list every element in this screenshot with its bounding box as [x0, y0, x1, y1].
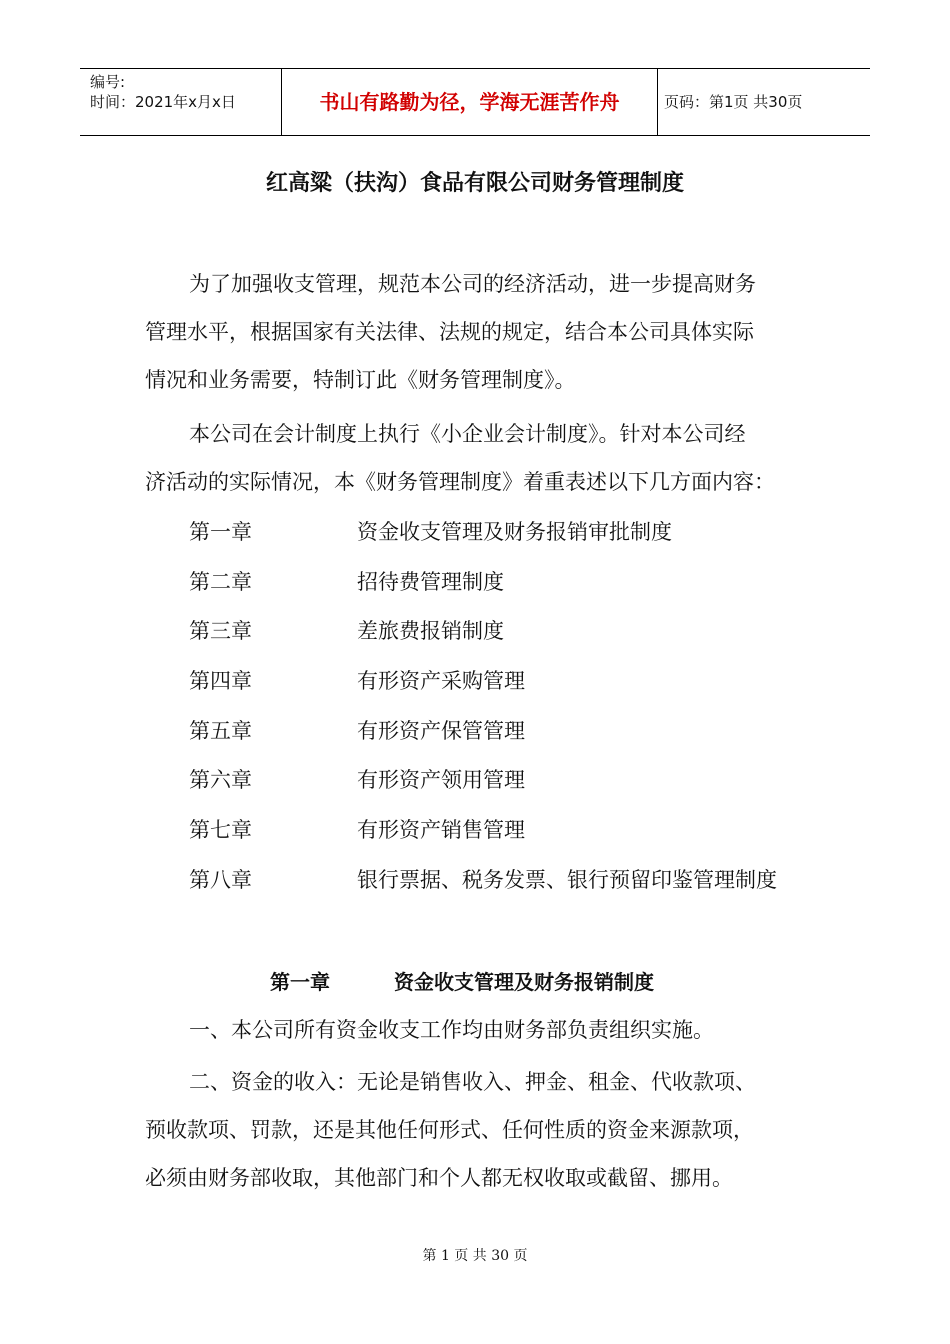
intro-paragraph: [145, 260, 815, 404]
chapter-title: 有形资产采购管理: [357, 669, 525, 694]
clause-two-paragraph: [145, 1058, 815, 1202]
chapter-number: 第二章: [189, 569, 252, 594]
chapter-list-item: [189, 508, 829, 558]
chapter-one-title: 资金收支管理及财务报销制度: [394, 970, 654, 994]
chapter-list-item: [189, 657, 829, 707]
header-table: [80, 68, 870, 136]
intro-line: 情况和业务需要，特制订此《财务管理制度》。: [145, 368, 576, 392]
chapter-number: 第一章: [189, 520, 252, 544]
document-time-label: 时间：2021年x月x日: [90, 93, 236, 111]
chapter-list-item: [189, 756, 829, 806]
chapter-title: 有形资产领用管理: [357, 768, 525, 793]
chapter-list-item: [189, 607, 829, 657]
policy-paragraph: [145, 410, 815, 506]
chapter-number: 第五章: [189, 718, 252, 743]
intro-line: 为了加强收支管理，规范本公司的经济活动，进一步提高财务: [189, 272, 756, 296]
chapter-number: 第三章: [189, 619, 252, 644]
chapter-title: 招待费管理制度: [357, 569, 504, 594]
page-footer: 第 1 页 共 30 页: [422, 1248, 528, 1264]
policy-line: 本公司在会计制度上执行《小企业会计制度》。针对本公司经: [189, 422, 746, 446]
clause-one-paragraph: [145, 1006, 815, 1054]
chapter-title: 有形资产销售管理: [357, 818, 525, 843]
header-page-label: 页码：第1页 共30页: [664, 93, 803, 111]
chapter-list-item: [189, 558, 829, 608]
clause-line: 二、资金的收入：无论是销售收入、押金、租金、代收款项、: [189, 1070, 756, 1094]
header-motto: 书山有路勤为径，学海无涯苦作舟: [282, 69, 658, 135]
chapter-title: 有形资产保管管理: [357, 718, 525, 743]
chapter-list: [189, 508, 829, 906]
chapter-one-heading: [270, 962, 654, 1002]
document-title: 红高粱（扶沟）食品有限公司财务管理制度: [265, 171, 684, 196]
chapter-list-item: [189, 856, 829, 906]
chapter-number: 第七章: [189, 818, 252, 843]
chapter-title: 银行票据、税务发票、银行预留印鉴管理制度: [357, 867, 777, 892]
chapter-one-number: 第一章: [270, 970, 330, 994]
clause-line: 一、本公司所有资金收支工作均由财务部负责组织实施。: [189, 1018, 714, 1042]
document-number-label: 编号:: [90, 73, 126, 91]
chapter-number: 第四章: [189, 669, 252, 694]
header-meta-cell: [80, 69, 282, 135]
clause-line: 必须由财务部收取，其他部门和个人都无权收取或截留、挪用。: [145, 1166, 733, 1190]
chapter-number: 第六章: [189, 768, 252, 793]
chapter-title: 资金收支管理及财务报销审批制度: [357, 520, 672, 544]
chapter-title: 差旅费报销制度: [357, 619, 504, 644]
policy-line: 济活动的实际情况，本《财务管理制度》着重表述以下几方面内容：: [145, 470, 775, 494]
chapter-number: 第八章: [189, 867, 252, 892]
intro-line: 管理水平，根据国家有关法律、法规的规定，结合本公司具体实际: [145, 320, 754, 344]
chapter-list-item: [189, 806, 829, 856]
chapter-list-item: [189, 707, 829, 757]
clause-line: 预收款项、罚款，还是其他任何形式、任何性质的资金来源款项，: [145, 1118, 754, 1142]
